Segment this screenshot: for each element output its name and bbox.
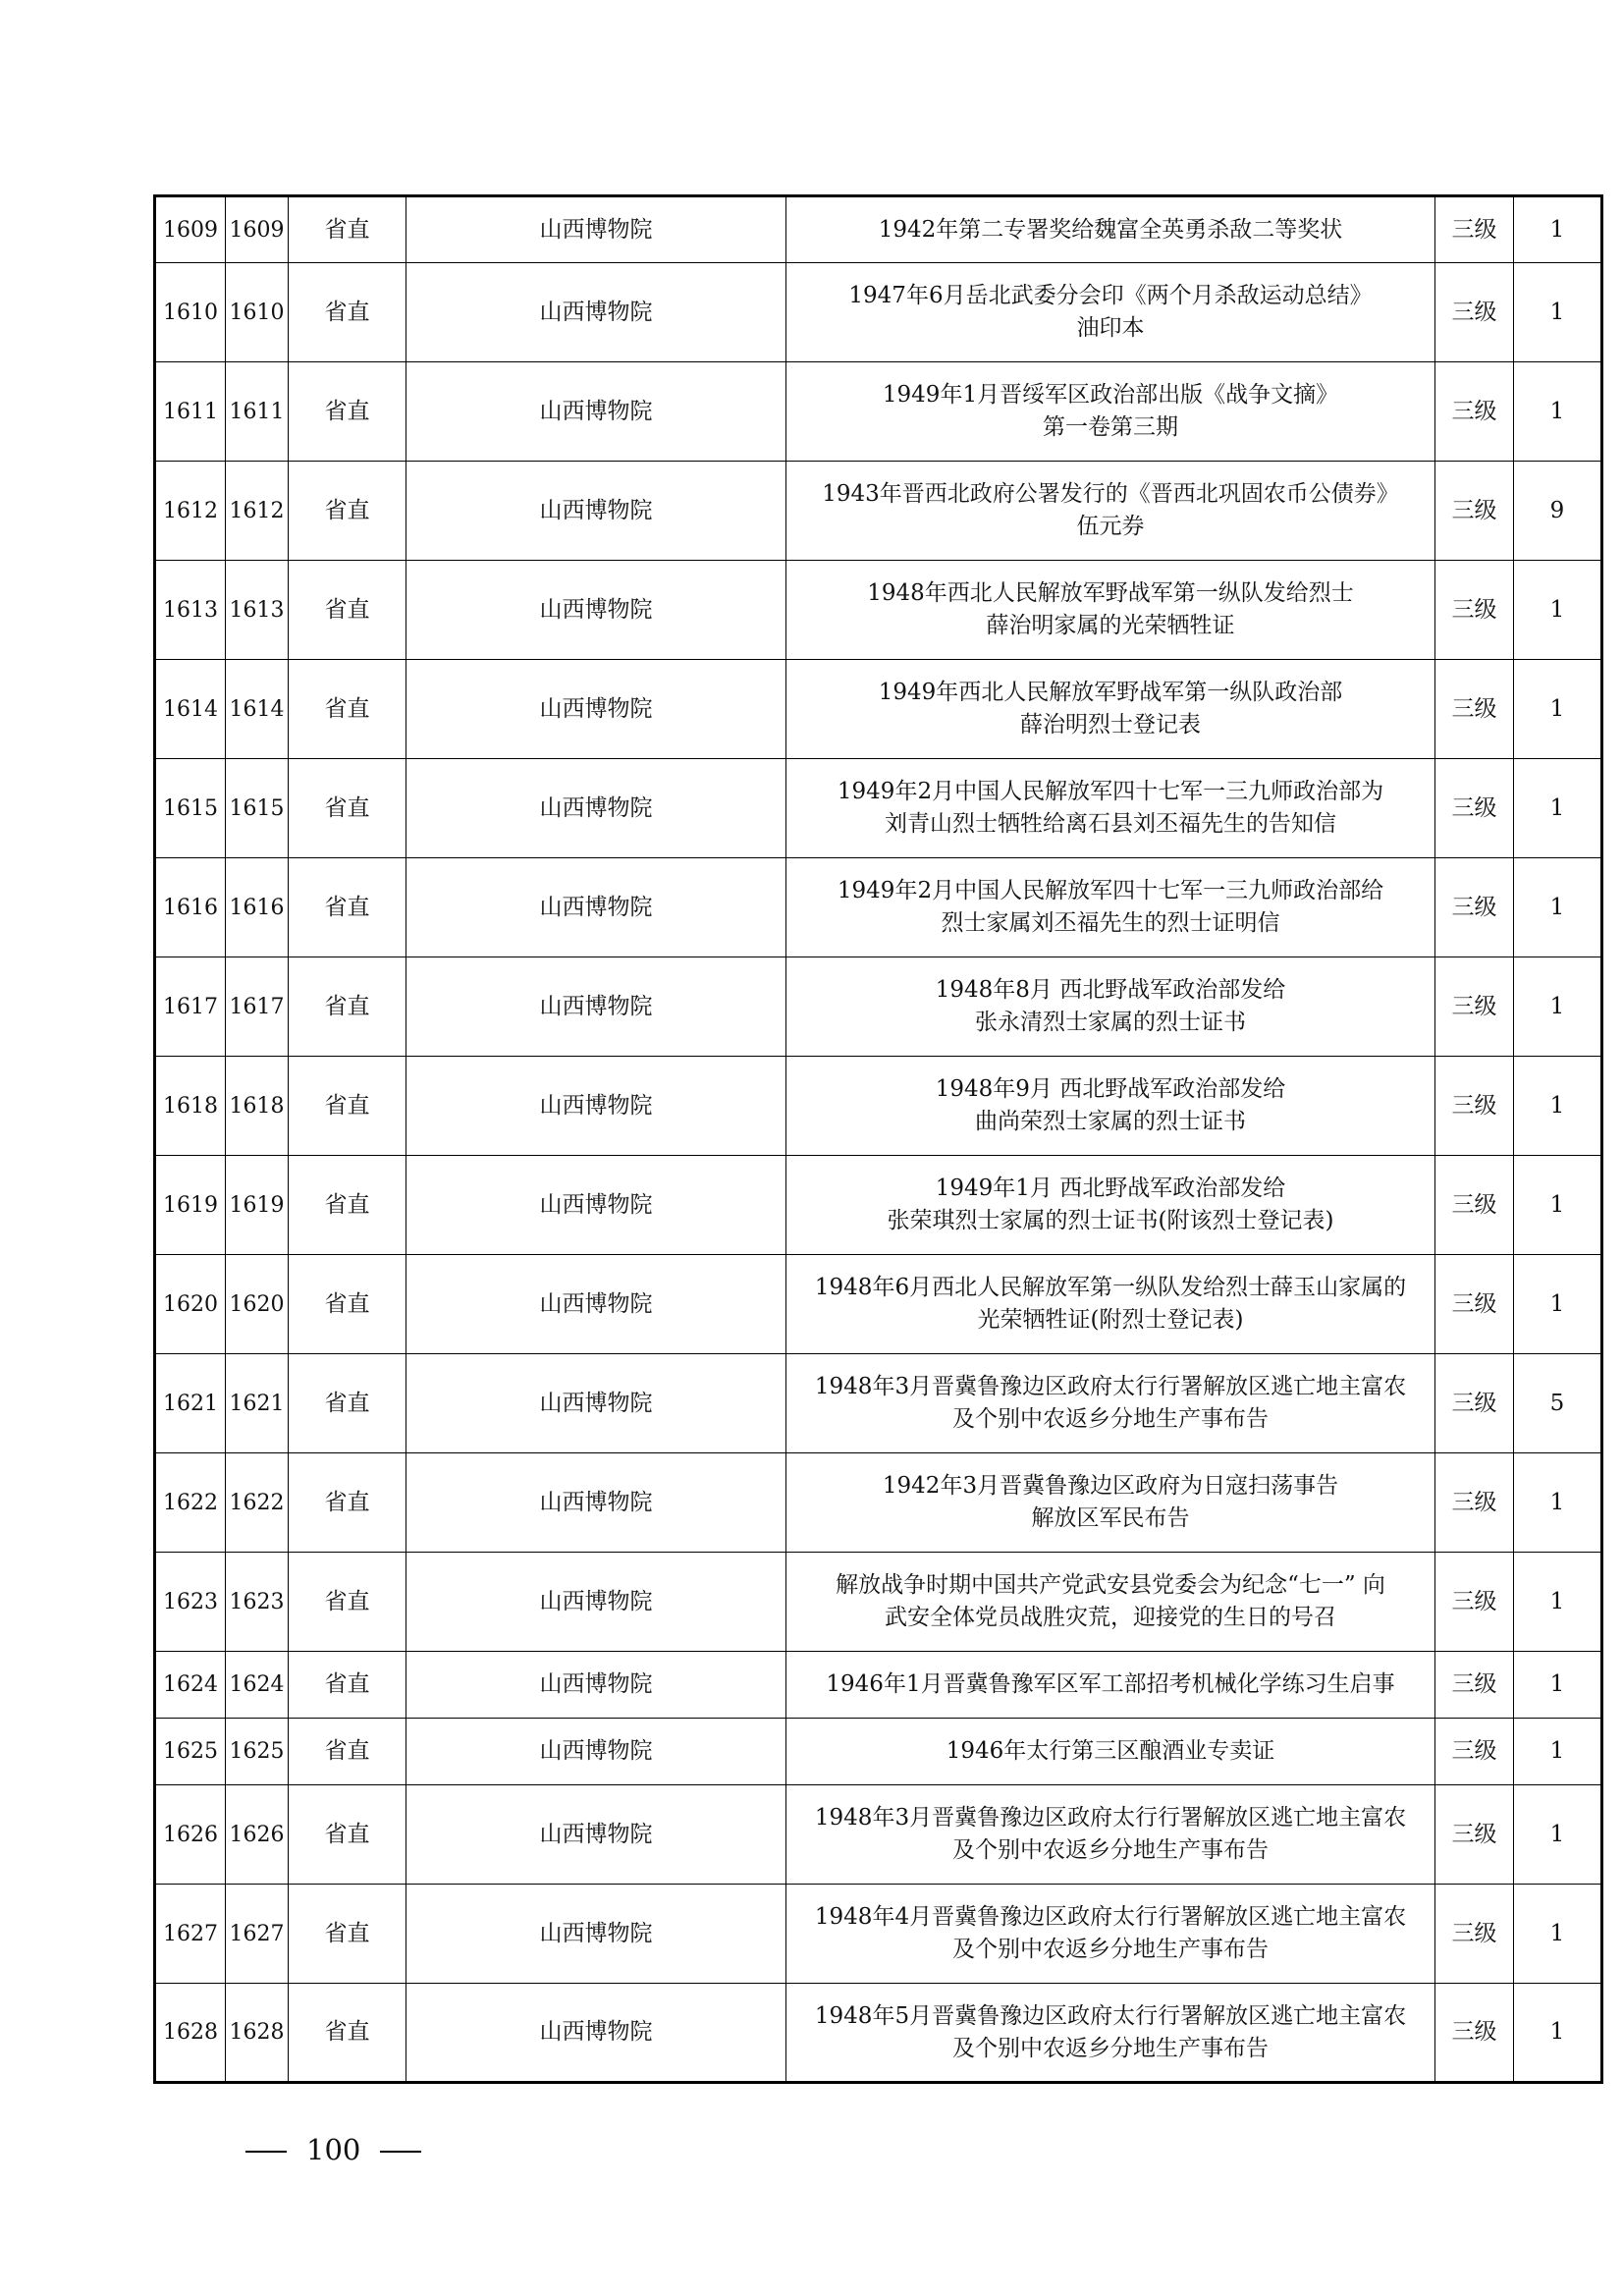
cell-count: 9	[1514, 462, 1602, 561]
cell-catalog-no: 1625	[226, 1719, 289, 1785]
cell-name	[786, 1453, 1435, 1553]
table-row	[155, 1719, 1602, 1785]
cell-category: 省直	[289, 1984, 406, 2083]
cell-seq: 1616	[155, 858, 226, 957]
cell-unit: 山西博物院	[406, 196, 786, 263]
cell-count: 1	[1514, 1652, 1602, 1719]
name-line: 张永清烈士家属的烈士证书	[975, 1010, 1246, 1035]
cell-category: 省直	[289, 196, 406, 263]
cell-catalog-no: 1622	[226, 1453, 289, 1553]
cell-seq: 1626	[155, 1785, 226, 1885]
cell-grade: 三级	[1435, 858, 1514, 957]
cell-catalog-no: 1627	[226, 1885, 289, 1984]
name-line: 1946年太行第三区酿酒业专卖证	[946, 1738, 1275, 1764]
name-line: 曲尚荣烈士家属的烈士证书	[975, 1109, 1246, 1134]
page-footer	[226, 2133, 441, 2166]
name-line: 1948年3月晋冀鲁豫边区政府太行行署解放区逃亡地主富农	[814, 1805, 1407, 1831]
cell-grade: 三级	[1435, 1885, 1514, 1984]
cell-name	[786, 1255, 1435, 1354]
table-row	[155, 1255, 1602, 1354]
cell-unit: 山西博物院	[406, 759, 786, 858]
cell-name	[786, 1719, 1435, 1785]
cell-count: 1	[1514, 1785, 1602, 1885]
name-line: 1942年3月晋冀鲁豫边区政府为日寇扫荡事告	[882, 1473, 1339, 1499]
name-line: 第一卷第三期	[1043, 414, 1178, 440]
cell-category: 省直	[289, 1652, 406, 1719]
cell-unit: 山西博物院	[406, 1984, 786, 2083]
table-row	[155, 263, 1602, 362]
page-number: 100	[306, 2133, 361, 2166]
cell-grade: 三级	[1435, 1785, 1514, 1885]
cell-unit: 山西博物院	[406, 1057, 786, 1156]
cell-grade: 三级	[1435, 1719, 1514, 1785]
name-line: 1948年8月 西北野战军政治部发给	[935, 977, 1286, 1003]
name-line: 1948年4月晋冀鲁豫边区政府太行行署解放区逃亡地主富农	[814, 1904, 1407, 1930]
cell-category: 省直	[289, 1885, 406, 1984]
cell-catalog-no: 1610	[226, 263, 289, 362]
table-body	[155, 196, 1602, 2083]
cell-count: 1	[1514, 1719, 1602, 1785]
cell-count: 1	[1514, 263, 1602, 362]
name-line: 薛治明家属的光荣牺牲证	[986, 613, 1235, 638]
cell-name	[786, 561, 1435, 660]
cell-grade: 三级	[1435, 561, 1514, 660]
name-line: 1948年西北人民解放军野战军第一纵队发给烈士	[867, 580, 1354, 606]
cell-seq: 1610	[155, 263, 226, 362]
cell-category: 省直	[289, 1354, 406, 1453]
name-line: 张荣琪烈士家属的烈士证书(附该烈士登记表)	[887, 1208, 1334, 1233]
cell-grade: 三级	[1435, 462, 1514, 561]
cell-category: 省直	[289, 660, 406, 759]
name-line: 及个别中农返乡分地生产事布告	[952, 1837, 1269, 1863]
cell-catalog-no: 1621	[226, 1354, 289, 1453]
cell-category: 省直	[289, 1255, 406, 1354]
cell-count: 1	[1514, 660, 1602, 759]
cell-seq: 1615	[155, 759, 226, 858]
cell-unit: 山西博物院	[406, 561, 786, 660]
cell-grade: 三级	[1435, 196, 1514, 263]
cell-catalog-no: 1614	[226, 660, 289, 759]
cell-catalog-no: 1623	[226, 1553, 289, 1652]
cell-catalog-no: 1626	[226, 1785, 289, 1885]
cell-grade: 三级	[1435, 263, 1514, 362]
cell-count: 1	[1514, 196, 1602, 263]
relics-table	[153, 194, 1603, 2084]
relics-table-wrapper	[153, 194, 1565, 2084]
footer-dash-left	[245, 2151, 287, 2153]
cell-seq: 1611	[155, 362, 226, 462]
name-line: 解放战争时期中国共产党武安县党委会为纪念“七一” 向	[836, 1572, 1385, 1598]
name-line: 1942年第二专署奖给魏富全英勇杀敌二等奖状	[878, 216, 1343, 243]
cell-catalog-no: 1613	[226, 561, 289, 660]
cell-unit: 山西博物院	[406, 1156, 786, 1255]
cell-name	[786, 1984, 1435, 2083]
cell-catalog-no: 1624	[226, 1652, 289, 1719]
table-row	[155, 1453, 1602, 1553]
cell-grade: 三级	[1435, 1553, 1514, 1652]
cell-seq: 1622	[155, 1453, 226, 1553]
cell-count: 1	[1514, 1885, 1602, 1984]
cell-catalog-no: 1616	[226, 858, 289, 957]
cell-unit: 山西博物院	[406, 1719, 786, 1785]
cell-grade: 三级	[1435, 957, 1514, 1057]
cell-seq: 1619	[155, 1156, 226, 1255]
cell-category: 省直	[289, 1453, 406, 1553]
cell-seq: 1617	[155, 957, 226, 1057]
name-line: 光荣牺牲证(附烈士登记表)	[977, 1307, 1244, 1333]
cell-category: 省直	[289, 1156, 406, 1255]
cell-name	[786, 759, 1435, 858]
cell-grade: 三级	[1435, 759, 1514, 858]
name-line: 薛治明烈士登记表	[1020, 712, 1201, 738]
name-line: 解放区军民布告	[1031, 1505, 1190, 1531]
cell-name	[786, 660, 1435, 759]
name-line: 1949年1月晋绥军区政治部出版《战争文摘》	[882, 382, 1339, 408]
table-row	[155, 1156, 1602, 1255]
cell-seq: 1614	[155, 660, 226, 759]
cell-seq: 1621	[155, 1354, 226, 1453]
name-line: 1948年9月 西北野战军政治部发给	[935, 1076, 1286, 1102]
table-row	[155, 1553, 1602, 1652]
cell-name	[786, 957, 1435, 1057]
cell-category: 省直	[289, 759, 406, 858]
cell-unit: 山西博物院	[406, 263, 786, 362]
cell-category: 省直	[289, 362, 406, 462]
table-row	[155, 660, 1602, 759]
cell-grade: 三级	[1435, 1652, 1514, 1719]
cell-name	[786, 858, 1435, 957]
cell-seq: 1628	[155, 1984, 226, 2083]
cell-unit: 山西博物院	[406, 1354, 786, 1453]
table-row	[155, 196, 1602, 263]
cell-catalog-no: 1611	[226, 362, 289, 462]
cell-grade: 三级	[1435, 660, 1514, 759]
cell-name	[786, 1156, 1435, 1255]
cell-unit: 山西博物院	[406, 1885, 786, 1984]
cell-count: 1	[1514, 362, 1602, 462]
cell-unit: 山西博物院	[406, 1785, 786, 1885]
cell-grade: 三级	[1435, 1057, 1514, 1156]
cell-name	[786, 1354, 1435, 1453]
name-line: 1949年2月中国人民解放军四十七军一三九师政治部给	[837, 878, 1384, 903]
cell-unit: 山西博物院	[406, 462, 786, 561]
cell-unit: 山西博物院	[406, 957, 786, 1057]
name-line: 伍元券	[1076, 514, 1145, 539]
cell-seq: 1613	[155, 561, 226, 660]
cell-seq: 1609	[155, 196, 226, 263]
name-line: 刘青山烈士牺牲给离石县刘丕福先生的告知信	[885, 811, 1336, 837]
cell-grade: 三级	[1435, 1453, 1514, 1553]
cell-category: 省直	[289, 1785, 406, 1885]
name-line: 及个别中农返乡分地生产事布告	[952, 1937, 1269, 1962]
name-line: 1948年5月晋冀鲁豫边区政府太行行署解放区逃亡地主富农	[814, 2002, 1407, 2029]
cell-unit: 山西博物院	[406, 362, 786, 462]
table-row	[155, 759, 1602, 858]
cell-unit: 山西博物院	[406, 660, 786, 759]
cell-seq: 1624	[155, 1652, 226, 1719]
cell-category: 省直	[289, 957, 406, 1057]
table-row	[155, 1354, 1602, 1453]
cell-catalog-no: 1615	[226, 759, 289, 858]
cell-category: 省直	[289, 858, 406, 957]
cell-seq: 1627	[155, 1885, 226, 1984]
name-line: 1949年西北人民解放军野战军第一纵队政治部	[878, 680, 1343, 705]
cell-grade: 三级	[1435, 1354, 1514, 1453]
name-line: 1946年1月晋冀鲁豫军区军工部招考机械化学练习生启事	[826, 1671, 1395, 1697]
cell-count: 1	[1514, 858, 1602, 957]
table-row	[155, 561, 1602, 660]
cell-grade: 三级	[1435, 1984, 1514, 2083]
cell-grade: 三级	[1435, 1156, 1514, 1255]
cell-count: 1	[1514, 1453, 1602, 1553]
cell-seq: 1625	[155, 1719, 226, 1785]
cell-seq: 1612	[155, 462, 226, 561]
cell-count: 1	[1514, 1553, 1602, 1652]
cell-category: 省直	[289, 263, 406, 362]
footer-dash-right	[380, 2151, 421, 2153]
cell-category: 省直	[289, 1057, 406, 1156]
cell-grade: 三级	[1435, 362, 1514, 462]
cell-unit: 山西博物院	[406, 1255, 786, 1354]
cell-name	[786, 362, 1435, 462]
table-row	[155, 957, 1602, 1057]
cell-name	[786, 1057, 1435, 1156]
table-row	[155, 1984, 1602, 2083]
cell-seq: 1618	[155, 1057, 226, 1156]
cell-name	[786, 1885, 1435, 1984]
name-line: 及个别中农返乡分地生产事布告	[952, 1406, 1269, 1432]
cell-unit: 山西博物院	[406, 1453, 786, 1553]
cell-count: 1	[1514, 1156, 1602, 1255]
cell-name	[786, 1652, 1435, 1719]
cell-catalog-no: 1612	[226, 462, 289, 561]
name-line: 1948年6月西北人民解放军第一纵队发给烈士薛玉山家属的	[814, 1275, 1407, 1300]
cell-grade: 三级	[1435, 1255, 1514, 1354]
name-line: 1948年3月晋冀鲁豫边区政府太行行署解放区逃亡地主富农	[814, 1374, 1407, 1399]
cell-count: 1	[1514, 759, 1602, 858]
cell-catalog-no: 1619	[226, 1156, 289, 1255]
cell-unit: 山西博物院	[406, 1553, 786, 1652]
table-row	[155, 462, 1602, 561]
cell-name	[786, 196, 1435, 263]
table-row	[155, 362, 1602, 462]
cell-unit: 山西博物院	[406, 1652, 786, 1719]
table-row	[155, 1057, 1602, 1156]
cell-category: 省直	[289, 561, 406, 660]
table-row	[155, 1885, 1602, 1984]
cell-count: 1	[1514, 957, 1602, 1057]
cell-catalog-no: 1628	[226, 1984, 289, 2083]
name-line: 烈士家属刘丕福先生的烈士证明信	[941, 910, 1280, 936]
cell-catalog-no: 1609	[226, 196, 289, 263]
cell-catalog-no: 1620	[226, 1255, 289, 1354]
name-line: 油印本	[1076, 315, 1145, 341]
cell-name	[786, 462, 1435, 561]
cell-category: 省直	[289, 1719, 406, 1785]
cell-name	[786, 1553, 1435, 1652]
name-line: 1949年2月中国人民解放军四十七军一三九师政治部为	[837, 779, 1384, 804]
cell-name	[786, 1785, 1435, 1885]
cell-count: 1	[1514, 1057, 1602, 1156]
cell-seq: 1620	[155, 1255, 226, 1354]
name-line: 1943年晋西北政府公署发行的《晋西北巩固农币公债券》	[822, 481, 1399, 507]
cell-seq: 1623	[155, 1553, 226, 1652]
name-line: 1947年6月岳北武委分会印《两个月杀敌运动总结》	[848, 283, 1373, 308]
table-row	[155, 858, 1602, 957]
cell-category: 省直	[289, 1553, 406, 1652]
cell-name	[786, 263, 1435, 362]
cell-count: 1	[1514, 561, 1602, 660]
name-line: 武安全体党员战胜灾荒，迎接党的生日的号召	[885, 1605, 1336, 1630]
table-row	[155, 1652, 1602, 1719]
cell-unit: 山西博物院	[406, 858, 786, 957]
table-row	[155, 1785, 1602, 1885]
cell-catalog-no: 1617	[226, 957, 289, 1057]
cell-count: 1	[1514, 1984, 1602, 2083]
name-line: 及个别中农返乡分地生产事布告	[952, 2035, 1269, 2061]
cell-count: 5	[1514, 1354, 1602, 1453]
cell-category: 省直	[289, 462, 406, 561]
cell-catalog-no: 1618	[226, 1057, 289, 1156]
cell-count: 1	[1514, 1255, 1602, 1354]
name-line: 1949年1月 西北野战军政治部发给	[935, 1175, 1286, 1201]
